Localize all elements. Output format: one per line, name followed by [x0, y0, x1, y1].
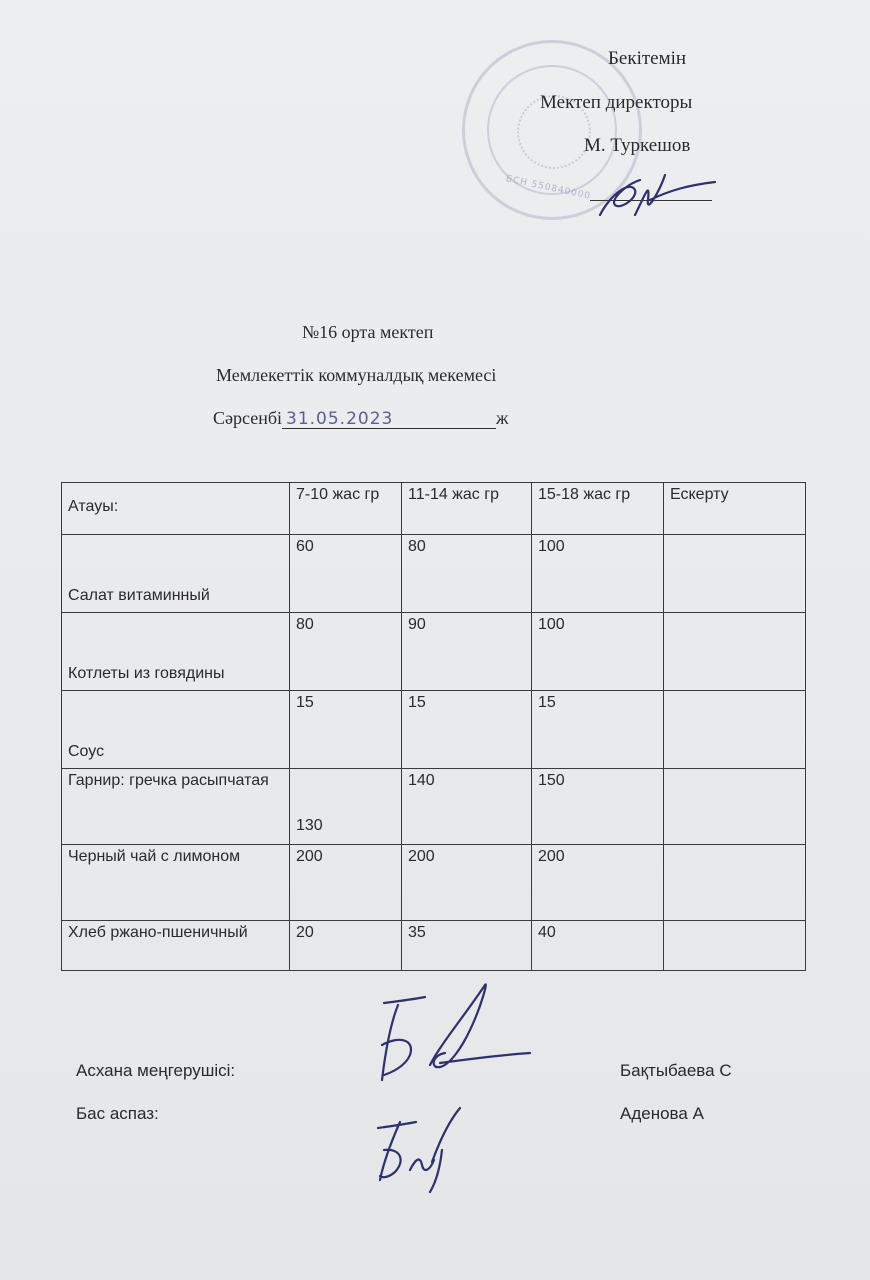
table-header-row [62, 483, 806, 535]
portion-15-18: 100 [532, 613, 664, 691]
table-row [62, 691, 806, 769]
table-row [62, 769, 806, 845]
portion-11-14: 80 [402, 535, 532, 613]
portion-15-18: 15 [532, 691, 664, 769]
approval-heading: Бекітемін [608, 48, 687, 69]
approval-position: Мектеп директоры [540, 92, 693, 113]
column-header-age-15-18: 15-18 жас гр [532, 483, 664, 535]
portion-11-14: 140 [402, 769, 532, 845]
note-cell [664, 535, 806, 613]
note-cell [664, 921, 806, 971]
portion-15-18: 150 [532, 769, 664, 845]
column-header-age-7-10: 7-10 жас гр [290, 483, 402, 535]
note-cell [664, 691, 806, 769]
school-name: №16 орта мектеп [302, 322, 434, 342]
stamp-text: БСН 550840000 [504, 174, 592, 202]
table-row [62, 921, 806, 971]
table-row [62, 535, 806, 613]
portion-7-10: 60 [290, 535, 402, 613]
approval-director-name: М. Туркешов [584, 135, 691, 156]
dish-name: Котлеты из говядины [62, 613, 290, 691]
note-cell [664, 613, 806, 691]
column-header-name: Атауы: [62, 483, 290, 535]
portion-7-10: 15 [290, 691, 402, 769]
date-handwritten: 31.05.2023 [282, 410, 496, 429]
dish-name: Салат витаминный [62, 535, 290, 613]
institution-type: Мемлекеттік коммуналдық мекемесі [216, 365, 497, 385]
portion-15-18: 100 [532, 535, 664, 613]
head-cook-name: Аденова А [620, 1104, 704, 1123]
portion-15-18: 200 [532, 845, 664, 921]
note-cell [664, 769, 806, 845]
portion-7-10: 200 [290, 845, 402, 921]
head-cook-role: Бас аспаз: [76, 1104, 159, 1123]
column-header-note: Ескерту [664, 483, 806, 535]
portion-11-14: 90 [402, 613, 532, 691]
dish-name: Соус [62, 691, 290, 769]
portion-11-14: 35 [402, 921, 532, 971]
canteen-manager-name: Бақтыбаева С [620, 1061, 732, 1080]
column-header-age-11-14: 11-14 жас гр [402, 483, 532, 535]
portion-15-18: 40 [532, 921, 664, 971]
date-line [213, 408, 508, 429]
table-row [62, 613, 806, 691]
portion-11-14: 15 [402, 691, 532, 769]
portion-7-10: 20 [290, 921, 402, 971]
dish-name: Хлеб ржано-пшеничный [62, 921, 290, 971]
portion-11-14: 200 [402, 845, 532, 921]
menu-table [61, 482, 806, 971]
dish-name: Черный чай с лимоном [62, 845, 290, 921]
head-cook-signature [370, 1100, 470, 1195]
dish-name: Гарнир: гречка расыпчатая [62, 769, 290, 845]
year-suffix: ж [496, 408, 509, 428]
canteen-manager-role: Асхана меңгерушісі: [76, 1061, 236, 1080]
day-label: Сәрсенбі [213, 408, 282, 428]
portion-7-10: 130 [290, 769, 402, 845]
canteen-manager-signature [370, 975, 540, 1090]
table-row [62, 845, 806, 921]
portion-7-10: 80 [290, 613, 402, 691]
note-cell [664, 845, 806, 921]
director-signature [590, 160, 720, 230]
